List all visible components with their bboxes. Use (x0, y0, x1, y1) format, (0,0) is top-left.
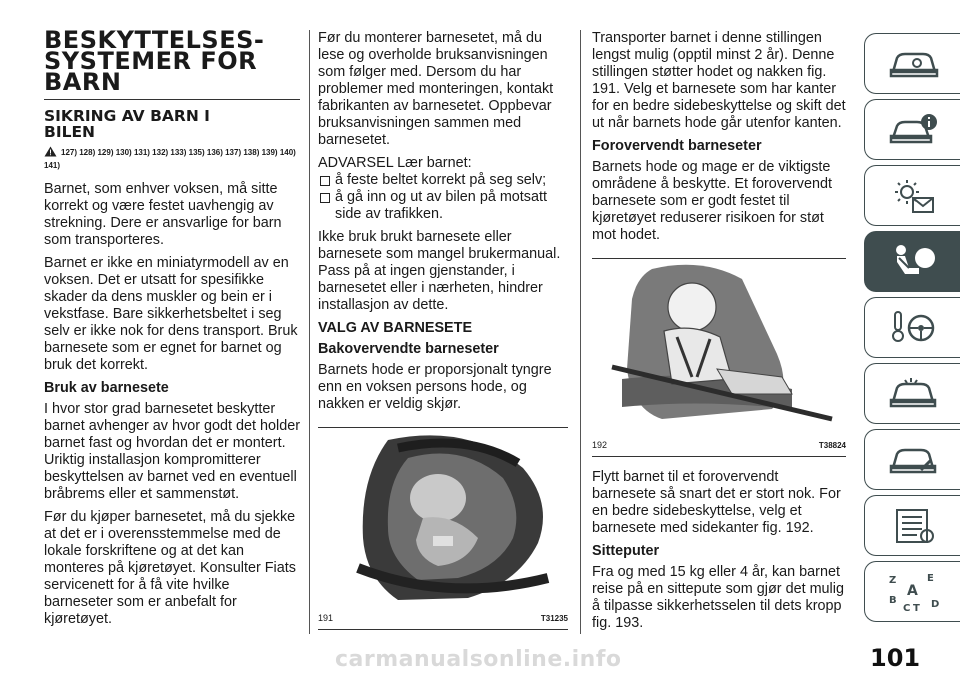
figure-ref-code: T38824 (818, 441, 846, 450)
maintenance-car-icon (887, 442, 939, 478)
airbag-seat-icon (887, 242, 939, 282)
figure-ref-code: T31235 (540, 614, 568, 623)
paragraph: Ikke bruk brukt barnesete eller barnesete som mangel brukermanual. Pass på at ingen gjenstander, i barnesetet eller i nærheten, hindrer installasjon av dette. (318, 229, 561, 313)
index-letter-b: B (888, 594, 897, 606)
page-number: 101 (870, 644, 921, 672)
paragraph: Fra og med 15 kg eller 4 år, kan barnet reise på en sittepute som gjør det mulig å tilpasse sikkerhetsselen til dets kropp fig. 193. (592, 564, 844, 631)
car-dashboard-icon (887, 46, 939, 82)
bullet-text: å feste beltet korrekt på seg selv; (335, 172, 547, 188)
title-line: SYSTEMER FOR (44, 47, 258, 75)
bullet-item (318, 189, 568, 223)
tab-lights-warnings[interactable] (864, 165, 960, 226)
tab-index[interactable] (864, 561, 960, 622)
subtitle-line: BILEN (44, 123, 96, 141)
figure-192 (592, 258, 846, 457)
figure-number: 191 (318, 613, 334, 623)
alphabetical-index-icon (883, 569, 943, 615)
index-letter-a: A (906, 582, 918, 599)
figure-caption (592, 436, 846, 457)
column-3 (592, 30, 846, 638)
heading-bruk-av-barnesete: Bruk av barnesete (44, 380, 169, 396)
tab-emergency[interactable] (864, 363, 960, 424)
warning-refs-text: 127) 128) 129) 130) 131) 132) 133) 135) 136) 137) 138) 139) 140) 141) (44, 148, 296, 170)
warning-triangle-icon (44, 146, 57, 160)
heading-forovervendt: Forovervendt barneseter (592, 138, 762, 154)
column-divider (309, 30, 310, 634)
title-divider (44, 99, 300, 100)
paragraph: Barnets hode og mage er de viktigste områdene å beskytte. Et forovervendt barnesete som er godt festet til kjøretøyet reduserer risikoen for støt mot hodet. (592, 159, 832, 243)
column-1 (44, 26, 301, 634)
technical-data-icon (887, 506, 939, 546)
forward-facing-seat-illustration (592, 259, 846, 431)
subtitle-line: SIKRING AV BARN I (44, 107, 210, 125)
figure-caption (318, 609, 568, 630)
index-letter-d: D (930, 598, 939, 610)
advarsel-text: ADVARSEL Lær barnet: (318, 155, 472, 171)
tab-maintenance[interactable] (864, 429, 960, 490)
paragraph: Barnets hode er proporsjonalt tyngre enn en voksen persons hode, og nakken er veldig skjør. (318, 362, 552, 412)
chapter-tabs (864, 33, 960, 627)
tab-dashboard[interactable] (864, 33, 960, 94)
paragraph: Før du kjøper barnesetet, må du sjekke at det er i overensstemmelse med de lokale forskriftene og at det kan monteres på kjøretøyet. Konsulter Fiats servicenett for å få vite hvilke barneseter som er anbefalt for kjøretøyet. (44, 509, 296, 627)
index-letter-c: C (902, 602, 910, 614)
figure-191 (318, 427, 568, 630)
car-info-icon (887, 112, 939, 148)
heading-bakovervendte: Bakovervendte barneseter (318, 341, 499, 357)
heading-sitteputer: Sitteputer (592, 543, 660, 559)
bullet-item (318, 172, 568, 189)
heading-valg-av-barnesete: VALG AV BARNESETE (318, 320, 473, 336)
paragraph: Transporter barnet i denne stillingen lengst mulig (opptil minst 2 år). Denne stillingen støtter hodet og nakken fig. 191. Velg et barnesete som har kanter for en bedre sidebeskyttelse og skift det ut når barnets hode går utenfor kanten. (592, 30, 846, 131)
emergency-car-icon (887, 376, 939, 412)
tab-technical-data[interactable] (864, 495, 960, 556)
checkbox-bullet-icon (320, 193, 330, 203)
subsection-title (44, 108, 300, 140)
tab-safety[interactable] (864, 231, 960, 292)
section-title (44, 26, 300, 96)
rear-facing-seat-illustration (318, 428, 568, 604)
column-divider (580, 30, 581, 634)
tab-car-info[interactable] (864, 99, 960, 160)
lights-warning-icon (887, 176, 939, 216)
paragraph: Flytt barnet til et forovervendt barnesete så snart det er stort nok. For en bedre sidebeskyttelse, velg et barnesete med sidekanter fig. 192. (592, 469, 841, 536)
paragraph: Barnet er ikke en miniatyrmodell av en voksen. Det er utsatt for spesifikke skader da dens muskler og bein er i vekstfase. Bare sikkerhetsbeltet i seg selv er ikke nok for dens transport. Bruk barnesete som er egnet for barnet og bruk det korrekt. (44, 255, 298, 373)
index-letter-t: T (912, 602, 920, 614)
key-steering-icon (887, 308, 939, 348)
title-line: BARN (44, 68, 122, 96)
paragraph: I hvor stor grad barnesetet beskytter barnet avhenger av hvor godt det holder barnet fast og hvordan det er montert. Uriktig installasjon kompromitterer beskyttelsen av barnet ved en eventuell bråbrems eller et sammenstøt. (44, 401, 301, 502)
figure-number: 192 (592, 440, 608, 450)
checkbox-bullet-icon (320, 176, 330, 186)
column-2 (318, 30, 568, 630)
watermark: carmanualsonline.info (335, 647, 622, 672)
index-letter-e: E (926, 572, 934, 584)
tab-starting-driving[interactable] (864, 297, 960, 358)
warning-references (44, 146, 300, 171)
paragraph: Barnet, som enhver voksen, må sitte korrekt og være festet uavhengig av strekning. Dere er ansvarlige for barn som transporteres. (44, 181, 282, 248)
paragraph: Før du monterer barnesetet, må du lese og overholde bruksanvisningen som følger med. Dersom du har problemer med monteringen, kontakt fabrikanten av barnesetet. Oppbevar bruksanvisningen sammen med barnesetet. (318, 30, 554, 148)
bullet-text: å gå inn og ut av bilen på motsatt side av trafikken. (335, 189, 548, 222)
index-letter-z: Z (888, 574, 896, 586)
title-line: BESKYTTELSES- (44, 26, 265, 54)
